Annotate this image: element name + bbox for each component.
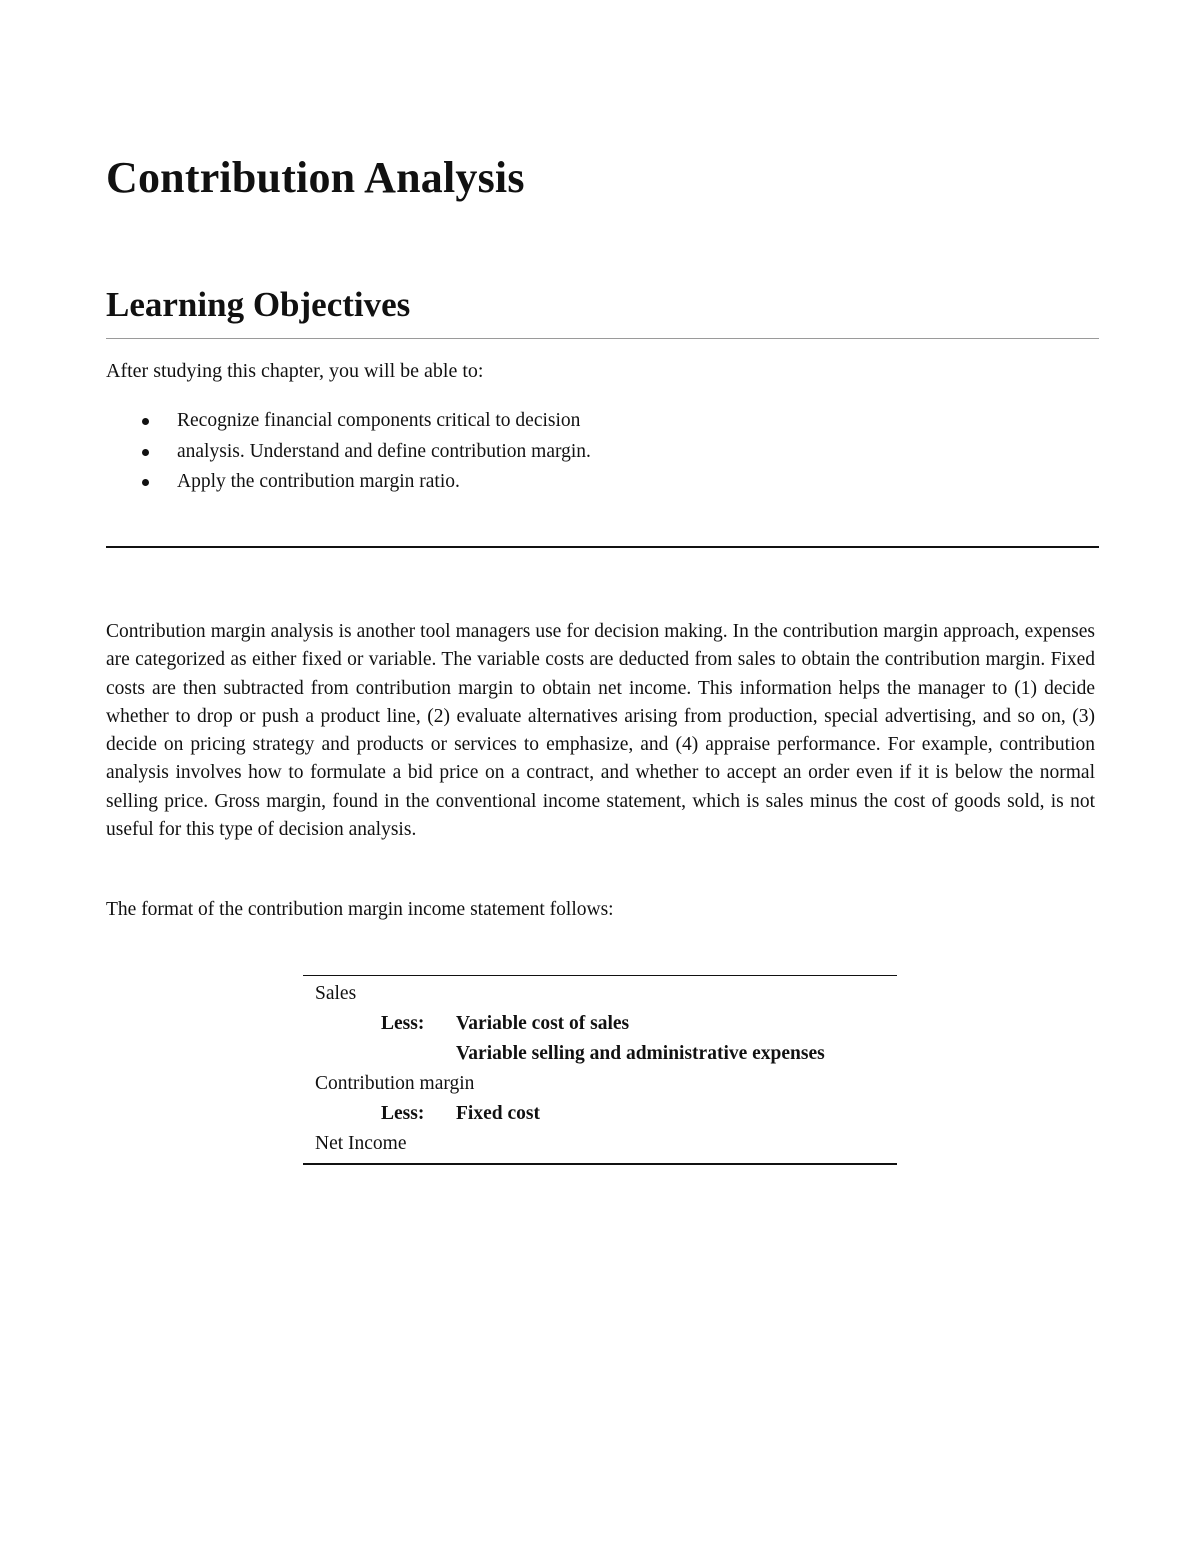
- less-label: Less:: [381, 1013, 425, 1034]
- objective-text: analysis. Understand and define contribution margin.: [177, 440, 591, 462]
- net-income-label: Net Income: [315, 1133, 407, 1154]
- objective-text: Recognize financial components critical to decision: [177, 410, 581, 431]
- heading-divider: [106, 338, 1099, 339]
- objective-text: Apply the contribution margin ratio.: [177, 471, 460, 492]
- statement-row-sales: [303, 979, 897, 1009]
- objective-item: [106, 437, 591, 468]
- objectives-list: [106, 406, 591, 498]
- bullet-icon: [142, 479, 149, 486]
- variable-selling-admin-expenses: Variable selling and administrative expenses: [456, 1043, 825, 1064]
- format-intro: The format of the contribution margin income statement follows:: [106, 899, 614, 920]
- contribution-margin-label: Contribution margin: [315, 1073, 475, 1094]
- objective-item: [106, 467, 591, 498]
- less-label: Less:: [381, 1103, 425, 1124]
- bullet-icon: [142, 418, 149, 425]
- objectives-intro: After studying this chapter, you will be able to:: [106, 360, 484, 382]
- statement-row-variable-cost: [303, 1009, 897, 1039]
- document-title: Contribution Analysis: [106, 153, 525, 202]
- income-statement-format: [303, 975, 897, 1165]
- variable-cost-of-sales: Variable cost of sales: [456, 1013, 630, 1034]
- section-divider: [106, 546, 1099, 548]
- statement-row-net-income: [303, 1129, 897, 1159]
- statement-row-fixed-cost: [303, 1099, 897, 1129]
- bullet-icon: [142, 449, 149, 456]
- learning-objectives-heading: Learning Objectives: [106, 285, 411, 324]
- statement-row-variable-selling: [303, 1039, 897, 1069]
- fixed-cost: Fixed cost: [456, 1103, 540, 1124]
- objective-item: [106, 406, 591, 437]
- body-paragraph: Contribution margin analysis is another tool managers use for decision making. In the contribution margin approach, expenses are categorized as either fixed or variable. The variable costs are deducted from sales to obtain the contribution margin. Fixed costs are then subtracted from contribution margin to obtain net income. This information helps the manager to (1) decide whether to drop or push a product line, (2) evaluate alternatives arising from production, special advertising, and so on, (3) decide on pricing strategy and products or services to emphasize, and (4) appraise performance. For example, contribution analysis involves how to formulate a bid price on a contract, and whether to accept an order even if it is below the normal selling price. Gross margin, found in the conventional income statement, which is sales minus the cost of goods sold, is not useful for this type of decision analysis.: [106, 621, 1095, 841]
- sales-label: Sales: [315, 983, 357, 1004]
- statement-row-contribution-margin: [303, 1069, 897, 1099]
